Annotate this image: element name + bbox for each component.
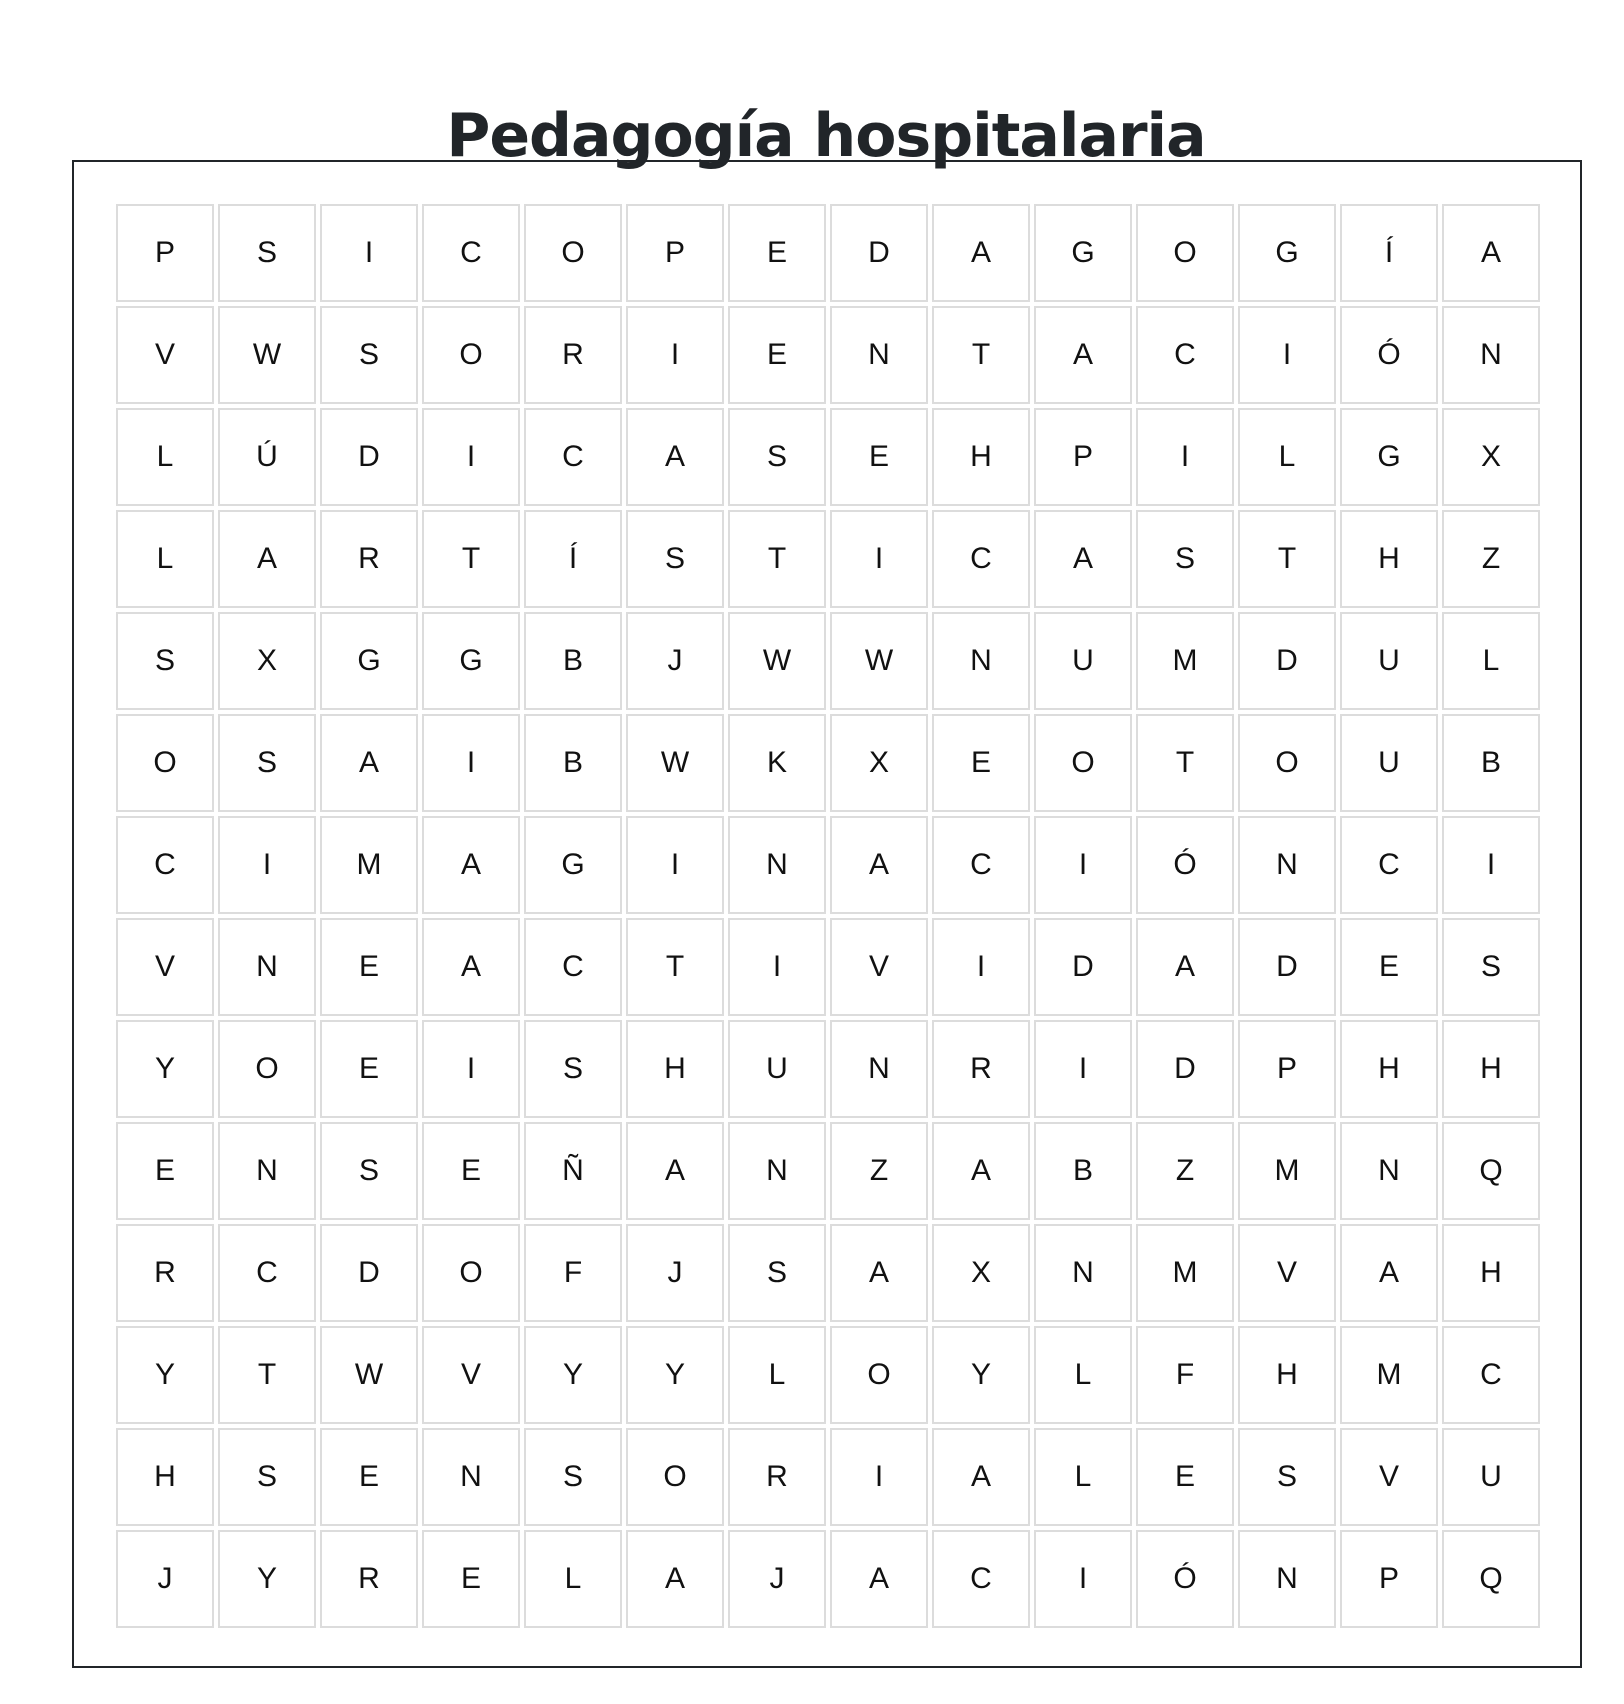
letter-cell[interactable]: C — [422, 204, 520, 302]
letter-cell[interactable]: C — [116, 816, 214, 914]
letter-cell[interactable]: U — [1340, 612, 1438, 710]
letter-cell[interactable]: R — [320, 510, 418, 608]
letter-cell[interactable]: A — [626, 408, 724, 506]
letter-cell[interactable]: D — [1136, 1020, 1234, 1118]
letter-cell[interactable]: M — [1238, 1122, 1336, 1220]
letter-cell[interactable]: I — [830, 1428, 928, 1526]
letter-cell[interactable]: Y — [116, 1020, 214, 1118]
letter-cell[interactable]: V — [1238, 1224, 1336, 1322]
letter-cell[interactable]: Y — [626, 1326, 724, 1424]
letter-cell[interactable]: N — [728, 816, 826, 914]
letter-cell[interactable]: E — [932, 714, 1030, 812]
letter-cell[interactable]: C — [1340, 816, 1438, 914]
letter-cell[interactable]: H — [932, 408, 1030, 506]
letter-cell[interactable]: H — [626, 1020, 724, 1118]
letter-cell[interactable]: E — [116, 1122, 214, 1220]
letter-cell[interactable]: H — [1442, 1224, 1540, 1322]
letter-cell[interactable]: O — [422, 306, 520, 404]
letter-cell[interactable]: V — [422, 1326, 520, 1424]
letter-cell[interactable]: S — [524, 1020, 622, 1118]
letter-cell[interactable]: Q — [1442, 1530, 1540, 1628]
letter-cell[interactable]: V — [1340, 1428, 1438, 1526]
letter-cell[interactable]: N — [218, 1122, 316, 1220]
letter-cell[interactable]: L — [728, 1326, 826, 1424]
letter-cell[interactable]: J — [728, 1530, 826, 1628]
letter-cell[interactable]: M — [320, 816, 418, 914]
puzzle-title: Pedagogía hospitalaria — [446, 101, 1206, 172]
letter-cell[interactable]: O — [524, 204, 622, 302]
letter-cell[interactable]: S — [1238, 1428, 1336, 1526]
letter-cell[interactable]: I — [1034, 1020, 1132, 1118]
letter-cell[interactable]: I — [422, 1020, 520, 1118]
letter-cell[interactable]: I — [218, 816, 316, 914]
letter-grid — [116, 204, 1540, 1628]
letter-cell[interactable]: H — [1340, 1020, 1438, 1118]
letter-cell[interactable]: T — [218, 1326, 316, 1424]
letter-cell[interactable]: G — [1340, 408, 1438, 506]
letter-cell[interactable]: I — [422, 714, 520, 812]
letter-cell[interactable]: P — [626, 204, 724, 302]
letter-cell[interactable]: N — [218, 918, 316, 1016]
letter-cell[interactable]: N — [932, 612, 1030, 710]
letter-cell[interactable]: G — [1238, 204, 1336, 302]
letter-cell[interactable]: A — [1340, 1224, 1438, 1322]
letter-cell[interactable]: N — [830, 1020, 928, 1118]
letter-cell[interactable]: L — [1034, 1428, 1132, 1526]
letter-cell[interactable]: O — [830, 1326, 928, 1424]
letter-cell[interactable]: I — [626, 306, 724, 404]
letter-cell[interactable]: N — [422, 1428, 520, 1526]
letter-cell[interactable]: Y — [218, 1530, 316, 1628]
letter-cell[interactable]: B — [524, 612, 622, 710]
letter-cell[interactable]: B — [1034, 1122, 1132, 1220]
letter-cell[interactable]: A — [932, 1122, 1030, 1220]
letter-cell[interactable]: M — [1136, 612, 1234, 710]
letter-cell[interactable]: M — [1136, 1224, 1234, 1322]
letter-cell[interactable]: C — [218, 1224, 316, 1322]
letter-cell[interactable]: A — [932, 204, 1030, 302]
letter-cell[interactable]: A — [830, 1224, 928, 1322]
letter-cell[interactable]: S — [626, 510, 724, 608]
letter-cell[interactable]: C — [524, 408, 622, 506]
letter-cell[interactable]: A — [830, 816, 928, 914]
letter-cell[interactable]: S — [218, 1428, 316, 1526]
letter-cell[interactable]: N — [1238, 816, 1336, 914]
letter-cell[interactable]: Z — [830, 1122, 928, 1220]
letter-cell[interactable]: D — [320, 1224, 418, 1322]
letter-cell[interactable]: A — [1136, 918, 1234, 1016]
letter-cell[interactable]: U — [1340, 714, 1438, 812]
letter-cell[interactable]: I — [728, 918, 826, 1016]
letter-cell[interactable]: Ó — [1136, 816, 1234, 914]
letter-cell[interactable]: A — [1442, 204, 1540, 302]
letter-cell[interactable]: P — [1238, 1020, 1336, 1118]
letter-cell[interactable]: E — [728, 204, 826, 302]
letter-cell[interactable]: I — [1442, 816, 1540, 914]
letter-cell[interactable]: H — [1238, 1326, 1336, 1424]
letter-cell[interactable]: C — [524, 918, 622, 1016]
letter-cell[interactable]: W — [830, 612, 928, 710]
letter-cell[interactable]: I — [626, 816, 724, 914]
letter-cell[interactable]: S — [320, 306, 418, 404]
letter-cell[interactable]: E — [728, 306, 826, 404]
letter-cell[interactable]: K — [728, 714, 826, 812]
letter-cell[interactable]: N — [728, 1122, 826, 1220]
letter-cell[interactable]: J — [626, 1224, 724, 1322]
letter-cell[interactable]: L — [524, 1530, 622, 1628]
word-search-board — [72, 160, 1582, 1668]
letter-cell[interactable]: L — [116, 408, 214, 506]
letter-cell[interactable]: I — [422, 408, 520, 506]
letter-cell[interactable]: I — [1034, 1530, 1132, 1628]
letter-cell[interactable]: A — [422, 816, 520, 914]
letter-cell[interactable]: Y — [932, 1326, 1030, 1424]
letter-cell[interactable]: I — [1034, 816, 1132, 914]
letter-cell[interactable]: H — [116, 1428, 214, 1526]
letter-cell[interactable]: E — [320, 918, 418, 1016]
letter-cell[interactable]: O — [1136, 204, 1234, 302]
letter-cell[interactable]: A — [626, 1530, 724, 1628]
letter-cell[interactable]: D — [320, 408, 418, 506]
letter-cell[interactable]: C — [1136, 306, 1234, 404]
letter-cell[interactable]: J — [116, 1530, 214, 1628]
letter-cell[interactable]: O — [626, 1428, 724, 1526]
letter-cell[interactable]: H — [1340, 510, 1438, 608]
letter-cell[interactable]: D — [1238, 612, 1336, 710]
letter-cell[interactable]: C — [932, 816, 1030, 914]
letter-cell[interactable]: E — [1136, 1428, 1234, 1526]
letter-cell[interactable]: T — [932, 306, 1030, 404]
letter-cell[interactable]: Ó — [1340, 306, 1438, 404]
letter-cell[interactable]: G — [320, 612, 418, 710]
letter-cell[interactable]: A — [932, 1428, 1030, 1526]
letter-cell[interactable]: M — [1340, 1326, 1438, 1424]
letter-cell[interactable]: F — [524, 1224, 622, 1322]
letter-cell[interactable]: L — [1034, 1326, 1132, 1424]
letter-cell[interactable]: J — [626, 612, 724, 710]
letter-cell[interactable]: F — [1136, 1326, 1234, 1424]
letter-cell[interactable]: S — [524, 1428, 622, 1526]
letter-cell[interactable]: N — [1238, 1530, 1336, 1628]
letter-cell[interactable]: P — [1340, 1530, 1438, 1628]
letter-cell[interactable]: G — [422, 612, 520, 710]
letter-cell[interactable]: R — [728, 1428, 826, 1526]
letter-cell[interactable]: Ñ — [524, 1122, 622, 1220]
letter-cell[interactable]: G — [1034, 204, 1132, 302]
letter-cell[interactable]: T — [422, 510, 520, 608]
letter-cell[interactable]: T — [1238, 510, 1336, 608]
letter-cell[interactable]: W — [320, 1326, 418, 1424]
letter-cell[interactable]: P — [116, 204, 214, 302]
letter-cell[interactable]: S — [218, 714, 316, 812]
letter-cell[interactable]: Í — [524, 510, 622, 608]
letter-cell[interactable]: S — [1442, 918, 1540, 1016]
letter-cell[interactable]: N — [1340, 1122, 1438, 1220]
letter-cell[interactable]: X — [932, 1224, 1030, 1322]
letter-cell[interactable]: Q — [1442, 1122, 1540, 1220]
letter-cell[interactable]: V — [830, 918, 928, 1016]
letter-cell[interactable]: S — [218, 204, 316, 302]
letter-cell[interactable]: T — [1136, 714, 1234, 812]
letter-cell[interactable]: X — [1442, 408, 1540, 506]
letter-cell[interactable]: W — [728, 612, 826, 710]
letter-cell[interactable]: R — [524, 306, 622, 404]
letter-cell[interactable]: Y — [116, 1326, 214, 1424]
letter-cell[interactable]: A — [218, 510, 316, 608]
letter-cell[interactable]: Ú — [218, 408, 316, 506]
letter-cell[interactable]: B — [524, 714, 622, 812]
letter-cell[interactable]: N — [1034, 1224, 1132, 1322]
letter-cell[interactable]: I — [1238, 306, 1336, 404]
letter-cell[interactable]: R — [932, 1020, 1030, 1118]
letter-cell[interactable]: C — [932, 510, 1030, 608]
letter-cell[interactable]: A — [422, 918, 520, 1016]
letter-cell[interactable]: D — [1034, 918, 1132, 1016]
letter-cell[interactable]: U — [728, 1020, 826, 1118]
letter-cell[interactable]: O — [1034, 714, 1132, 812]
letter-cell[interactable]: D — [1238, 918, 1336, 1016]
letter-cell[interactable]: E — [830, 408, 928, 506]
letter-cell[interactable]: W — [626, 714, 724, 812]
letter-cell[interactable]: G — [524, 816, 622, 914]
letter-cell[interactable]: R — [320, 1530, 418, 1628]
letter-cell[interactable]: S — [116, 612, 214, 710]
letter-cell[interactable]: O — [422, 1224, 520, 1322]
letter-cell[interactable]: U — [1442, 1428, 1540, 1526]
letter-cell[interactable]: N — [1442, 306, 1540, 404]
letter-cell[interactable]: Ó — [1136, 1530, 1234, 1628]
letter-cell[interactable]: C — [1442, 1326, 1540, 1424]
letter-cell[interactable]: H — [1442, 1020, 1540, 1118]
letter-cell[interactable]: I — [1136, 408, 1234, 506]
letter-cell[interactable]: W — [218, 306, 316, 404]
letter-cell[interactable]: O — [116, 714, 214, 812]
letter-cell[interactable]: I — [932, 918, 1030, 1016]
letter-cell[interactable]: A — [626, 1122, 724, 1220]
letter-cell[interactable]: N — [830, 306, 928, 404]
letter-cell[interactable]: R — [116, 1224, 214, 1322]
letter-cell[interactable]: S — [728, 408, 826, 506]
letter-cell[interactable]: X — [218, 612, 316, 710]
letter-cell[interactable]: E — [320, 1428, 418, 1526]
letter-cell[interactable]: B — [1442, 714, 1540, 812]
letter-cell[interactable]: I — [320, 204, 418, 302]
letter-cell[interactable]: A — [1034, 306, 1132, 404]
letter-cell[interactable]: S — [1136, 510, 1234, 608]
letter-cell[interactable]: E — [422, 1122, 520, 1220]
letter-cell[interactable]: T — [728, 510, 826, 608]
letter-cell[interactable]: L — [1238, 408, 1336, 506]
letter-cell[interactable]: A — [830, 1530, 928, 1628]
letter-cell[interactable]: I — [830, 510, 928, 608]
letter-cell[interactable]: X — [830, 714, 928, 812]
letter-cell[interactable]: Y — [524, 1326, 622, 1424]
letter-cell[interactable]: O — [1238, 714, 1336, 812]
letter-cell[interactable]: S — [728, 1224, 826, 1322]
letter-cell[interactable]: E — [320, 1020, 418, 1118]
letter-cell[interactable]: P — [1034, 408, 1132, 506]
letter-cell[interactable]: E — [422, 1530, 520, 1628]
letter-cell[interactable]: L — [116, 510, 214, 608]
letter-cell[interactable]: Z — [1442, 510, 1540, 608]
letter-cell[interactable]: E — [1340, 918, 1438, 1016]
letter-cell[interactable]: L — [1442, 612, 1540, 710]
letter-cell[interactable]: T — [626, 918, 724, 1016]
letter-cell[interactable]: C — [932, 1530, 1030, 1628]
letter-cell[interactable]: Z — [1136, 1122, 1234, 1220]
letter-cell[interactable]: A — [1034, 510, 1132, 608]
letter-cell[interactable]: V — [116, 918, 214, 1016]
letter-cell[interactable]: D — [830, 204, 928, 302]
letter-cell[interactable]: A — [320, 714, 418, 812]
letter-cell[interactable]: S — [320, 1122, 418, 1220]
letter-cell[interactable]: O — [218, 1020, 316, 1118]
letter-cell[interactable]: Í — [1340, 204, 1438, 302]
letter-cell[interactable]: U — [1034, 612, 1132, 710]
letter-cell[interactable]: V — [116, 306, 214, 404]
